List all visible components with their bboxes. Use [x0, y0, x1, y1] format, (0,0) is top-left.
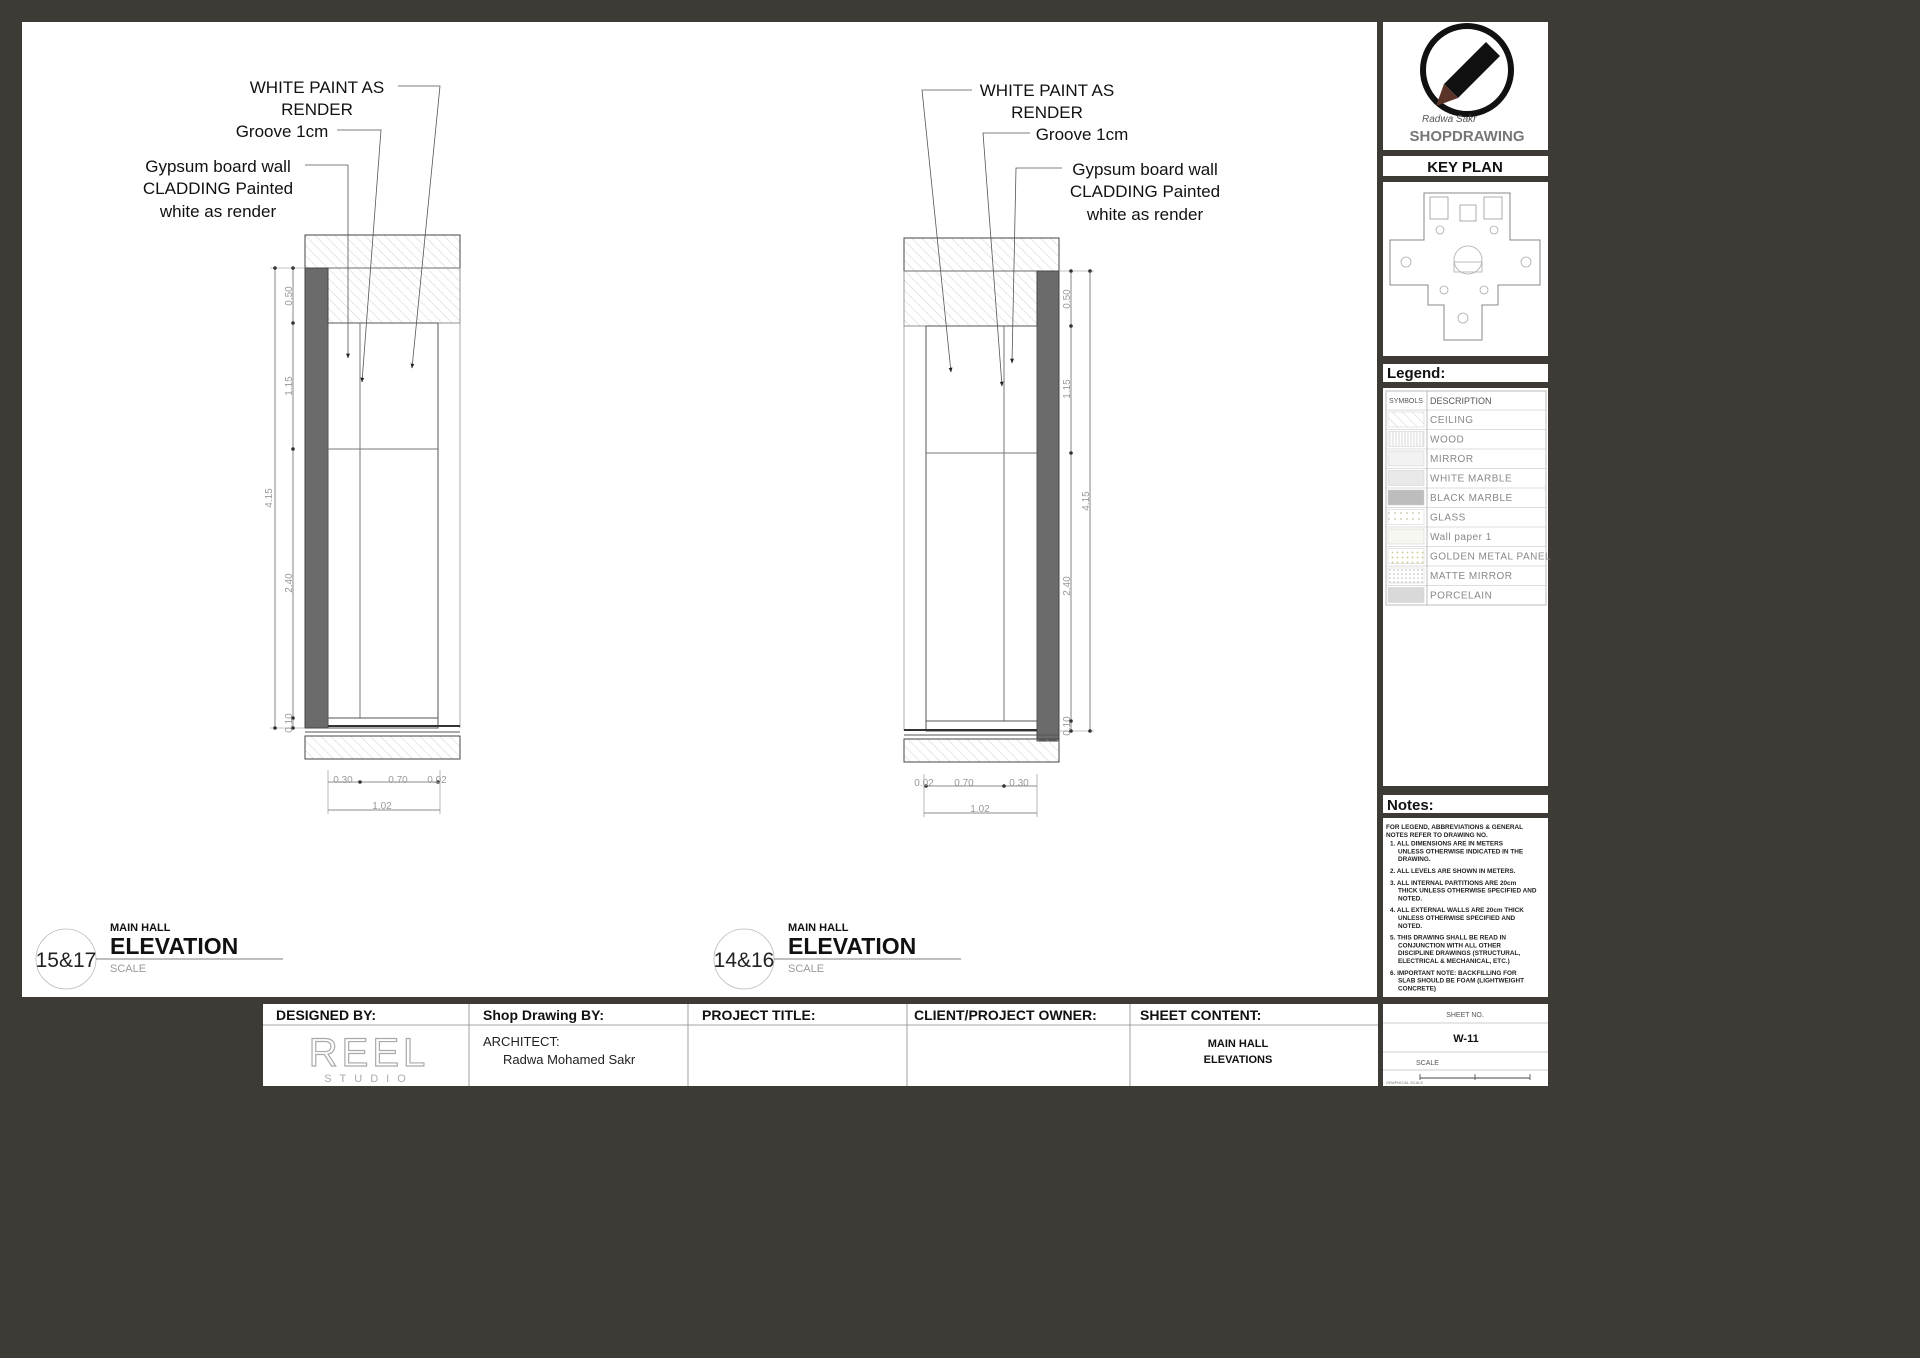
legend-swatch-7 — [1388, 549, 1424, 564]
notes-line: 4. ALL EXTERNAL WALLS ARE 20cm THICK — [1390, 907, 1524, 915]
legend-item-label: GLASS — [1430, 512, 1466, 524]
note-groove: Groove 1cm — [235, 122, 329, 141]
elevation-scale: SCALE — [110, 963, 147, 975]
note-gypsum-line3: white as render — [159, 202, 277, 221]
shop-drawing-by-label: Shop Drawing BY: — [483, 1007, 605, 1023]
legend-item-label: WOOD — [1430, 434, 1465, 446]
legend-swatch-8 — [1388, 568, 1424, 583]
note-paint-line2: RENDER — [1011, 103, 1083, 122]
notes-line: 2. ALL LEVELS ARE SHOWN IN METERS. — [1390, 868, 1516, 875]
dim-width: 1.02 — [372, 801, 392, 812]
legend-swatch-0 — [1388, 412, 1424, 427]
elevation-scale: SCALE — [788, 963, 825, 975]
elevation-title: ELEVATION — [788, 933, 917, 959]
notes-line: THICK UNLESS OTHERWISE SPECIFIED AND — [1398, 887, 1537, 895]
project-title-label: PROJECT TITLE: — [702, 1007, 816, 1023]
note-gypsum-line3: white as render — [1086, 205, 1204, 224]
dim-total: 4.15 — [264, 488, 275, 508]
shopdrawing-logo — [1383, 22, 1548, 150]
notes-line: 1. ALL DIMENSIONS ARE IN METERS — [1390, 840, 1504, 848]
dim-w2: 0.70 — [954, 778, 974, 789]
dim-lower: 2.40 — [1062, 576, 1073, 596]
elevation-title: ELEVATION — [110, 933, 239, 959]
dim-total: 4.15 — [1081, 491, 1092, 511]
notes-line: CONJUNCTION WITH ALL OTHER — [1398, 942, 1501, 950]
logo-brand: SHOPDRAWING — [1409, 128, 1525, 145]
scale-label: SCALE — [1416, 1060, 1439, 1067]
architect-label: ARCHITECT: — [483, 1034, 560, 1049]
notes-line: CONCRETE) — [1398, 985, 1436, 993]
legend-item-label: PORCELAIN — [1430, 590, 1493, 602]
legend-col-symbols: SYMBOLS — [1389, 398, 1423, 405]
notes-line: DISCIPLINE DRAWINGS (STRUCTURAL, — [1398, 950, 1521, 958]
dim-w2: 0.70 — [388, 775, 408, 786]
dim-w1: 0.30 — [333, 775, 353, 786]
note-paint-line1: WHITE PAINT AS — [979, 81, 1115, 100]
dim-bottom: 0.10 — [284, 713, 295, 733]
dim-top: 0.50 — [1062, 289, 1073, 309]
legend-swatch-3 — [1388, 471, 1424, 486]
elevation-number: 14&16 — [713, 949, 775, 972]
legend-item-label: Wall paper 1 — [1430, 532, 1492, 543]
client-label: CLIENT/PROJECT OWNER: — [914, 1007, 1097, 1023]
dim-mid: 1.15 — [284, 376, 295, 396]
sheet-no: W-11 — [1453, 1033, 1479, 1045]
legend-swatch-1 — [1388, 432, 1424, 447]
notes-line: SLAB SHOULD BE FOAM (LIGHTWEIGHT — [1398, 977, 1525, 985]
graphical-scale-label: GRAPHICAL SCALE — [1386, 1080, 1424, 1085]
elevation-area: MAIN HALL — [110, 922, 171, 934]
dim-mid: 1.15 — [1062, 379, 1073, 399]
notes-line: DRAWING. — [1398, 856, 1431, 864]
notes-line: UNLESS OTHERWISE SPECIFIED AND — [1398, 915, 1516, 922]
sheet-content-line2: ELEVATIONS — [1203, 1054, 1273, 1066]
notes-line: FOR LEGEND, ABBREVIATIONS & GENERAL — [1386, 824, 1524, 831]
notes-line: NOTED. — [1398, 922, 1423, 930]
legend-swatch-2 — [1388, 451, 1424, 466]
legend-swatch-9 — [1388, 588, 1424, 603]
notes-line: ELECTRICAL & MECHANICAL, ETC.) — [1398, 958, 1510, 965]
legend-item-label: GOLDEN METAL PANEL — [1430, 551, 1552, 563]
legend-item-label: BLACK MARBLE — [1430, 493, 1513, 504]
notes-line: 5. THIS DRAWING SHALL BE READ IN — [1390, 934, 1506, 942]
designed-by-label: DESIGNED BY: — [276, 1007, 377, 1023]
legend-item-label: CEILING — [1430, 415, 1474, 426]
elevation-area: MAIN HALL — [788, 922, 849, 934]
legend-swatch-4 — [1388, 490, 1424, 505]
legend-col-description: DESCRIPTION — [1430, 396, 1492, 406]
note-paint-line2: RENDER — [281, 100, 353, 119]
note-gypsum-line2: CLADDING Painted — [1069, 182, 1221, 201]
elevation-number: 15&17 — [35, 949, 97, 972]
note-paint-line1: WHITE PAINT AS — [249, 78, 385, 97]
sheet-content-label: SHEET CONTENT: — [1140, 1007, 1262, 1023]
legend-title: Legend: — [1387, 365, 1446, 382]
dim-lower: 2.40 — [284, 573, 295, 593]
dim-w3: 0.30 — [1009, 778, 1029, 789]
sheet-content-line1: MAIN HALL — [1207, 1038, 1269, 1050]
legend-swatch-6 — [1388, 529, 1424, 544]
dim-bottom: 0.10 — [1062, 716, 1073, 736]
notes-line: UNLESS OTHERWISE INDICATED IN THE — [1398, 848, 1524, 856]
notes-title: Notes: — [1387, 797, 1434, 814]
sheet-no-label: SHEET NO. — [1446, 1012, 1484, 1019]
note-gypsum-line2: CLADDING Painted — [142, 179, 294, 198]
designer-logo-sub: STUDIO — [324, 1073, 414, 1085]
legend-swatch-5 — [1388, 510, 1424, 525]
dim-width: 1.02 — [970, 804, 990, 815]
notes-line: NOTES REFER TO DRAWING NO. — [1386, 831, 1488, 839]
note-gypsum-line1: Gypsum board wall — [145, 157, 291, 176]
designer-logo: REEL — [308, 1031, 430, 1075]
key-plan-drawing — [1383, 182, 1548, 356]
architect-name: Radwa Mohamed Sakr — [503, 1052, 636, 1067]
notes-line: NOTED. — [1398, 895, 1423, 903]
legend-item-label: MIRROR — [1430, 454, 1474, 465]
notes-line: 3. ALL INTERNAL PARTITIONS ARE 20cm — [1390, 879, 1517, 887]
dim-top: 0.50 — [284, 286, 295, 306]
note-groove: Groove 1cm — [1035, 125, 1129, 144]
dim-w3: 0.02 — [427, 775, 447, 786]
key-plan-title: KEY PLAN — [1427, 159, 1503, 176]
legend-item-label: MATTE MIRROR — [1430, 571, 1513, 582]
note-gypsum-line1: Gypsum board wall — [1072, 160, 1218, 179]
notes-line: 6. IMPORTANT NOTE: BACKFILLING FOR — [1390, 969, 1517, 977]
logo-script: Radwa Sakr — [1422, 114, 1477, 125]
legend-item-label: WHITE MARBLE — [1430, 473, 1513, 485]
dim-w1: 0.02 — [914, 778, 934, 789]
